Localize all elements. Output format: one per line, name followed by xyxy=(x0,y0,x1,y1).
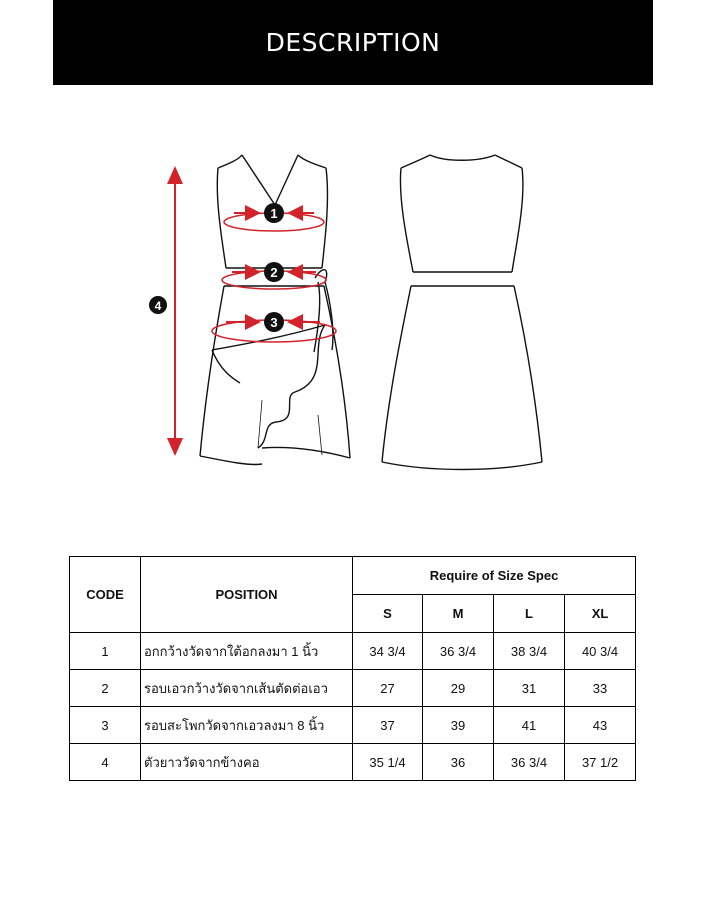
marker-2 xyxy=(264,262,284,282)
row-value-m: 39 xyxy=(423,707,494,744)
row-value-s: 35 1/4 xyxy=(353,744,423,781)
table-row xyxy=(70,633,636,670)
dress-diagram xyxy=(53,85,653,555)
row-value-l: 38 3/4 xyxy=(494,633,565,670)
row-value-s: 37 xyxy=(353,707,423,744)
size-spec-table xyxy=(69,556,636,781)
row-value-m: 29 xyxy=(423,670,494,707)
row-value-l: 31 xyxy=(494,670,565,707)
row-position: รอบสะโพกวัดจากเอวลงมา 8 นิ้ว xyxy=(141,707,353,744)
row-value-m: 36 xyxy=(423,744,494,781)
row-code: 1 xyxy=(70,633,141,670)
size-s-header: S xyxy=(353,595,423,633)
back-dress-sketch xyxy=(382,155,542,470)
code-header: CODE xyxy=(70,557,141,633)
size-spec-header: Require of Size Spec xyxy=(353,557,636,595)
row-value-l: 36 3/4 xyxy=(494,744,565,781)
row-code: 4 xyxy=(70,744,141,781)
row-position: อกกว้างวัดจากใต้อกลงมา 1 นิ้ว xyxy=(141,633,353,670)
row-value-xl: 43 xyxy=(565,707,636,744)
svg-text:3: 3 xyxy=(270,315,278,330)
row-code: 3 xyxy=(70,707,141,744)
size-m-header: M xyxy=(423,595,494,633)
header-bar xyxy=(53,0,653,85)
size-xl-header: XL xyxy=(565,595,636,633)
size-l-header: L xyxy=(494,595,565,633)
row-position: ตัวยาววัดจากข้างคอ xyxy=(141,744,353,781)
row-value-l: 41 xyxy=(494,707,565,744)
row-code: 2 xyxy=(70,670,141,707)
row-value-xl: 37 1/2 xyxy=(565,744,636,781)
marker-1 xyxy=(264,203,284,223)
length-arrow xyxy=(167,166,183,456)
table-row xyxy=(70,670,636,707)
svg-text:4: 4 xyxy=(154,299,162,313)
table-row xyxy=(70,707,636,744)
row-value-m: 36 3/4 xyxy=(423,633,494,670)
marker-4 xyxy=(149,296,167,314)
row-position: รอบเอวกว้างวัดจากเส้นตัดต่อเอว xyxy=(141,670,353,707)
front-dress-sketch xyxy=(200,155,350,465)
table-row xyxy=(70,744,636,781)
row-value-s: 34 3/4 xyxy=(353,633,423,670)
page-title: DESCRIPTION xyxy=(265,28,441,57)
row-value-s: 27 xyxy=(353,670,423,707)
svg-text:1: 1 xyxy=(270,206,278,221)
row-value-xl: 33 xyxy=(565,670,636,707)
position-header: POSITION xyxy=(141,557,353,633)
marker-3 xyxy=(264,312,284,332)
svg-text:2: 2 xyxy=(270,265,278,280)
row-value-xl: 40 3/4 xyxy=(565,633,636,670)
